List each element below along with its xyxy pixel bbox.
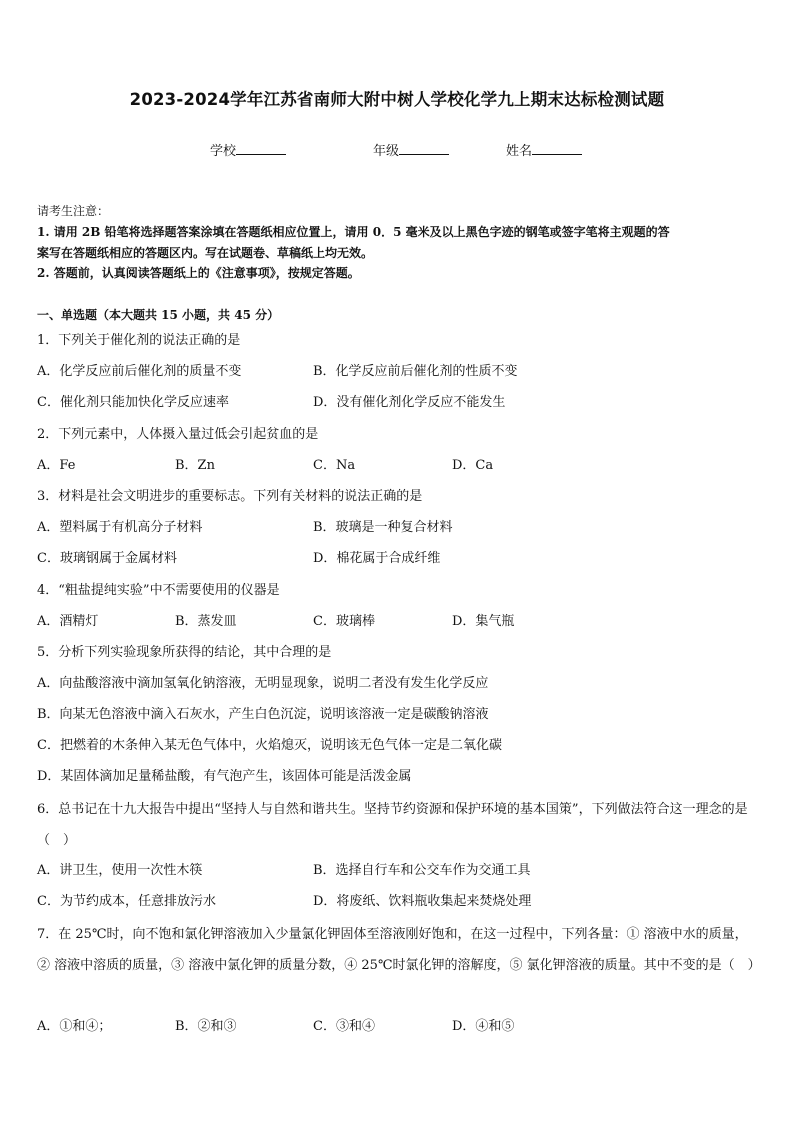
question-2-option-b: B．Zn [175,458,215,473]
question-7-option-d: D．④和⑤ [452,1019,515,1034]
question-5-option-d: D．某固体滴加足量稀盐酸，有气泡产生，该固体可能是活泼金属 [37,769,412,784]
question-2-option-d: D．Ca [452,458,494,473]
question-6-stem: 6．总书记在十九大报告中提出“坚持人与自然和谐共生。坚持节约资源和保护环境的基本国策”，下列做法符合这一理念的是（ ） [37,802,748,848]
name-label: 姓名 [506,144,533,159]
question-5-option-b: B．向某无色溶液中滴入石灰水，产生白色沉淀，说明该溶液一定是碳酸钠溶液 [37,707,489,722]
question-1-option-d: D．没有催化剂化学反应不能发生 [313,395,506,410]
section-heading: 一、单选题（本大题共 15 小题，共 45 分） [37,308,280,322]
question-3-option-a: A．塑料属于有机高分子材料 [37,520,203,535]
notice-item-2: 2. 答题前，认真阅读答题纸上的《注意事项》，按规定答题。 [37,266,360,280]
question-2-option-c: C．Na [313,458,356,473]
question-1-option-a: A．化学反应前后催化剂的质量不变 [37,364,242,379]
question-7-stem: 7．在 25℃时，向不饱和氯化钾溶液加入少量氯化钾固体至溶液刚好饱和，在这一过程中，下列各量：① 溶液中水的质量，② 溶液中溶质的质量，③ 溶液中氯化钾的质量分数，④ 25℃时氯化钾的溶解度，⑤ 氯化钾溶液的质量。其中不变的是（ ） [37,927,761,973]
question-5-option-c: C．把燃着的木条伸入某无色气体中，火焰熄灭，说明该无色气体一定是二氧化碳 [37,738,502,753]
question-6-option-a: A．讲卫生，使用一次性木筷 [37,863,203,878]
question-2-stem: 2．下列元素中，人体摄入量过低会引起贫血的是 [37,427,319,442]
question-7-option-b: B．②和③ [175,1019,237,1034]
question-4-option-a: A．酒精灯 [37,614,99,629]
question-6-option-d: D．将废纸、饮料瓶收集起来焚烧处理 [313,894,532,909]
question-5-stem: 5．分析下列实验现象所获得的结论，其中合理的是 [37,645,332,660]
question-3-option-b: B．玻璃是一种复合材料 [313,520,453,535]
notice-heading: 请考生注意： [37,204,110,218]
question-6-option-c: C．为节约成本，任意排放污水 [37,894,216,909]
exam-title: 2023-2024学年江苏省南师大附中树人学校化学九上期末达标检测试题 [129,90,665,109]
school-field [210,140,286,159]
question-4-option-c: C．玻璃棒 [313,614,375,629]
question-2-option-a: A．Fe [37,458,76,473]
name-blank [532,141,582,155]
question-4-option-d: D．集气瓶 [452,614,515,629]
grade-blank [399,141,449,155]
question-7-option-c: C．③和④ [313,1019,375,1034]
name-field [506,140,582,159]
question-4-option-b: B．蒸发皿 [175,614,237,629]
question-3-stem: 3．材料是社会文明进步的重要标志。下列有关材料的说法正确的是 [37,489,423,504]
question-1-option-c: C．催化剂只能加快化学反应速率 [37,395,229,410]
school-label: 学校 [210,144,237,159]
question-1-stem: 1．下列关于催化剂的说法正确的是 [37,333,241,348]
question-3-option-d: D．棉花属于合成纤维 [313,551,441,566]
question-3-option-c: C．玻璃钢属于金属材料 [37,551,177,566]
grade-label: 年级 [373,144,400,159]
question-1-option-b: B．化学反应前后催化剂的性质不变 [313,364,518,379]
grade-field [373,140,449,159]
question-5-option-a: A．向盐酸溶液中滴加氢氧化钠溶液，无明显现象，说明二者没有发生化学反应 [37,676,489,691]
notice-item-1-line-1: 1. 请用 2B 铅笔将选择题答案涂填在答题纸相应位置上，请用 0．5 毫米及以上黑色字迹的钢笔或签字笔将主观题的答 [37,225,670,239]
notice-item-1-line-2: 案写在答题纸相应的答题区内。写在试题卷、草稿纸上均无效。 [37,246,374,260]
question-4-stem: 4．“粗盐提纯实验”中不需要使用的仪器是 [37,583,280,598]
question-6-option-b: B．选择自行车和公交车作为交通工具 [313,863,531,878]
question-7-option-a: A．①和④； [37,1019,112,1034]
school-blank [236,141,286,155]
